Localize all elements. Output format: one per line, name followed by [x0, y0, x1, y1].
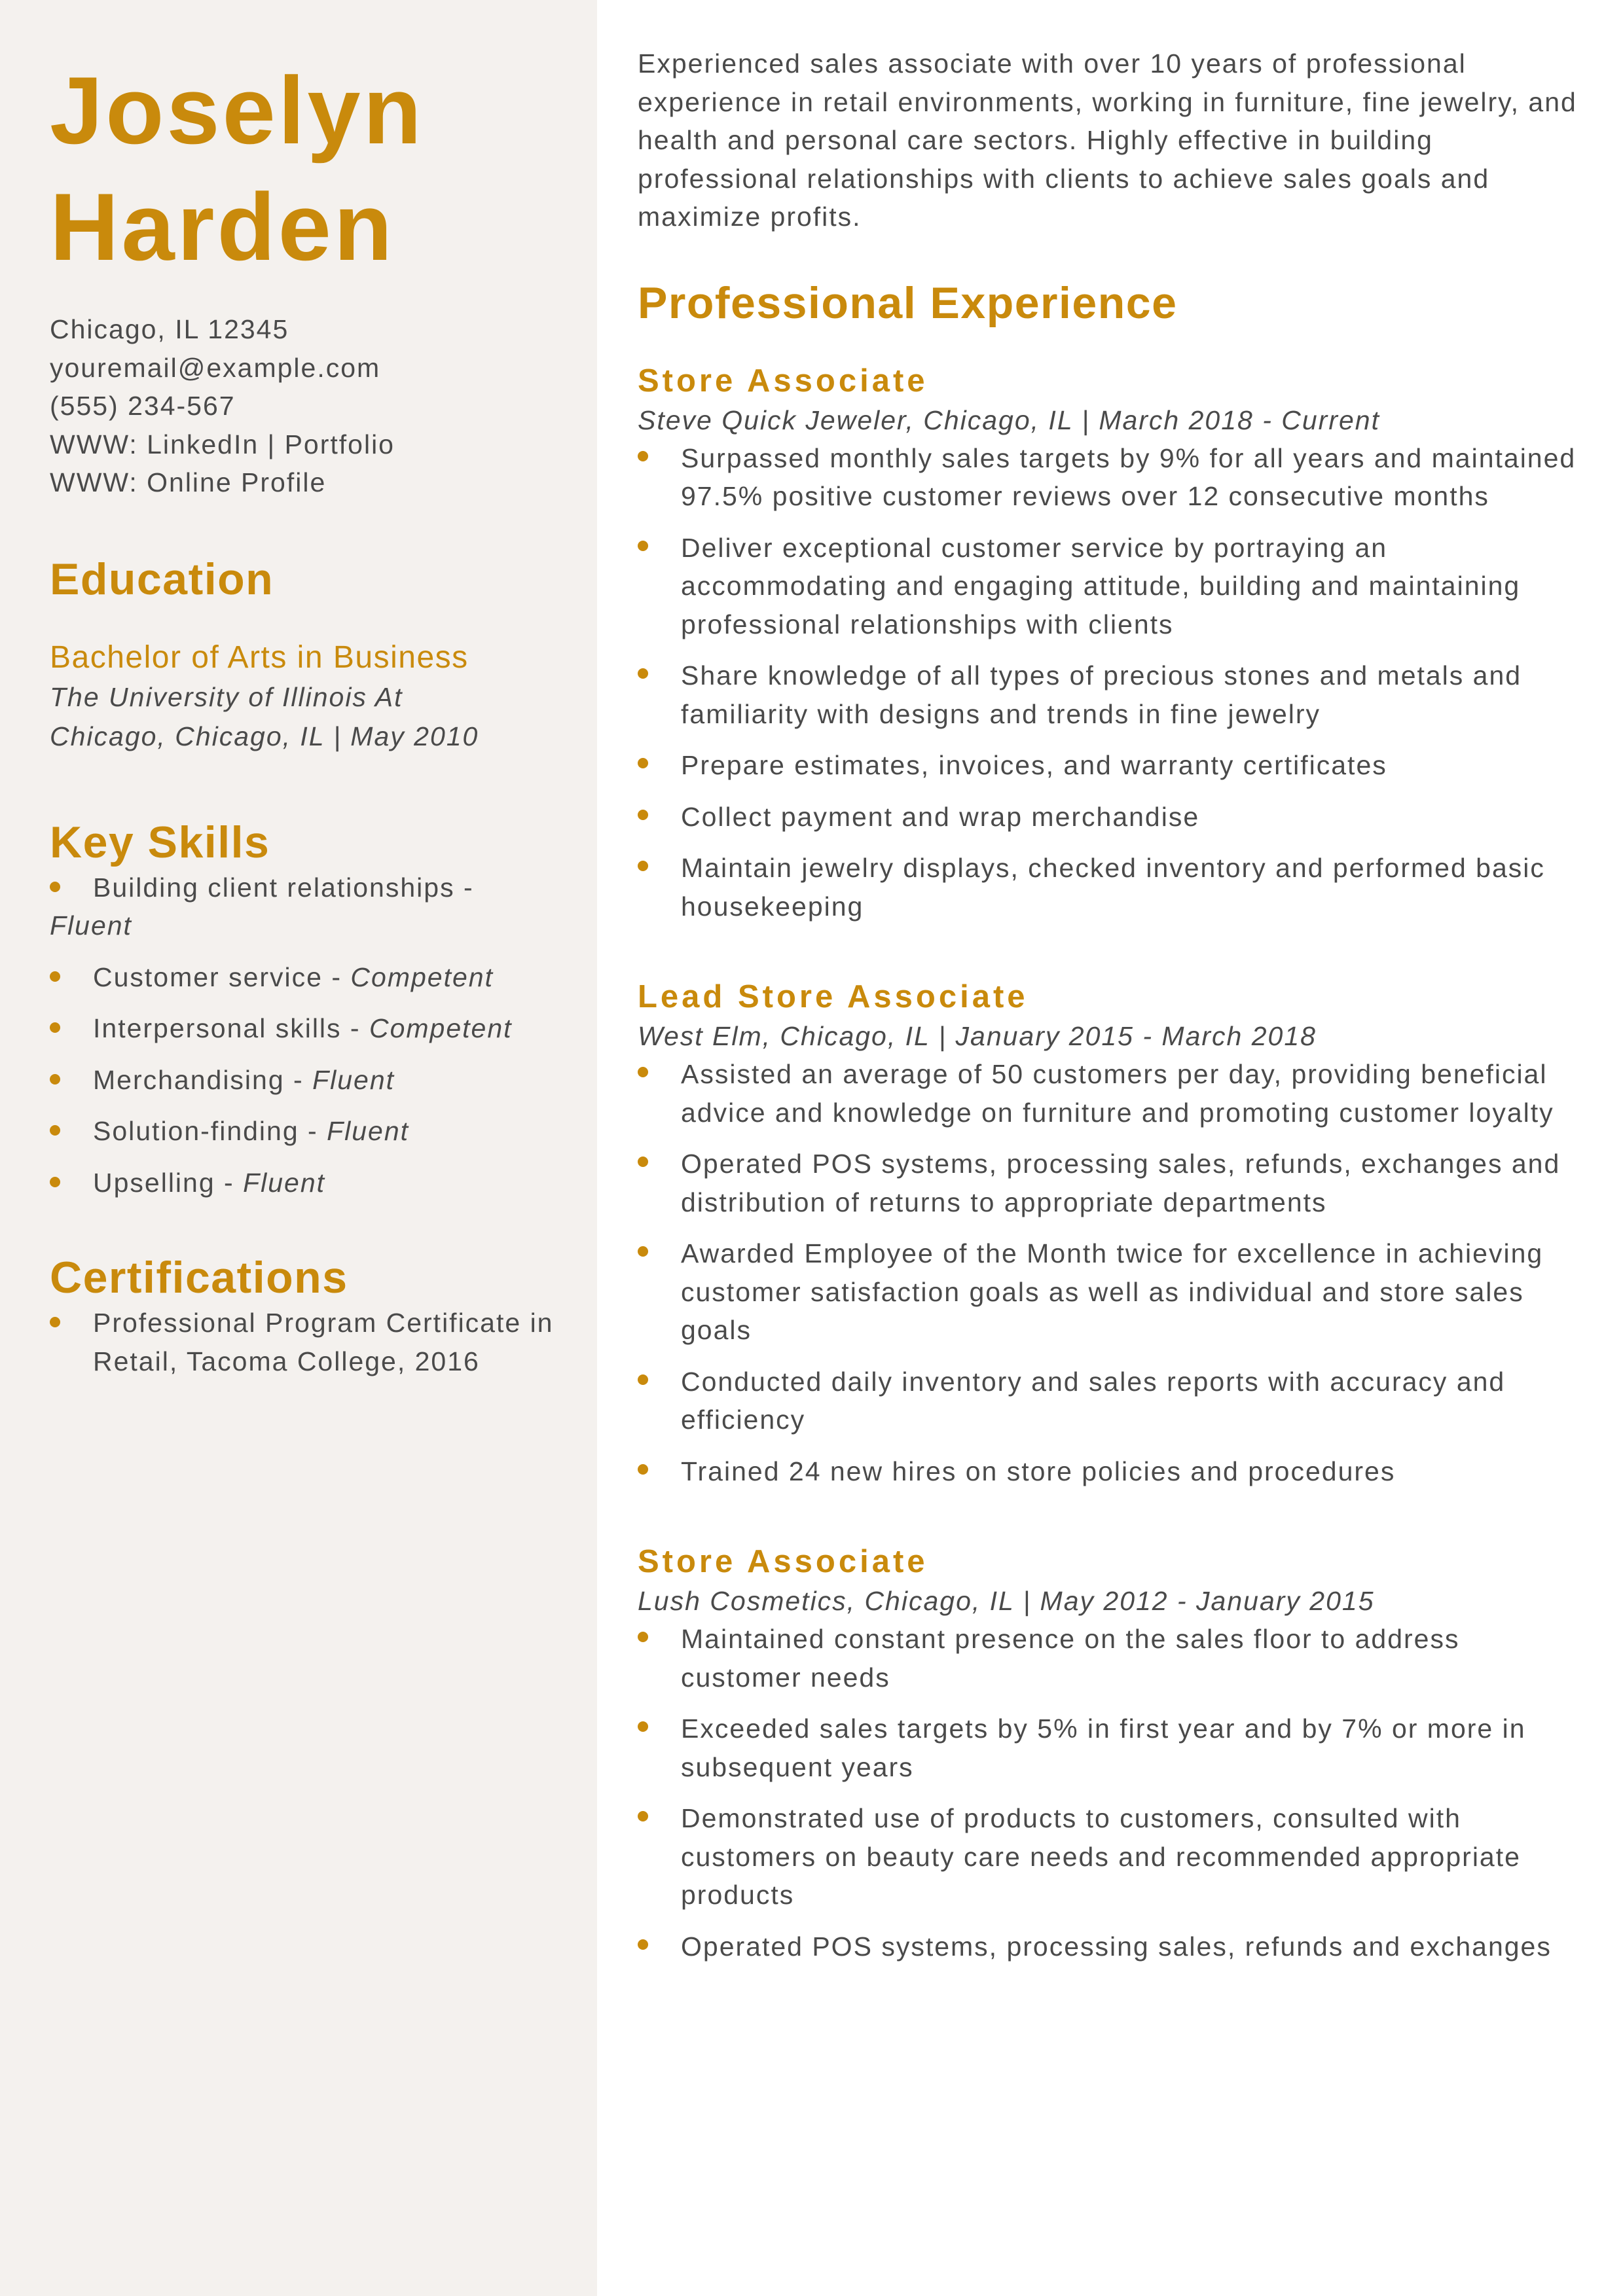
bullet-icon	[638, 1157, 648, 1167]
job-bullet-text: Collect payment and wrap merchandise	[681, 801, 1200, 832]
bullet-icon	[638, 810, 648, 820]
job-bullet	[638, 1363, 1580, 1439]
bullet-icon	[50, 1022, 60, 1033]
bullet-icon	[638, 1811, 648, 1821]
professional-summary: Experienced sales associate with over 10 years of professional experience in retail environments, working in furniture, fine jewelry, and health and personal care sectors. Highly effective in building professional relationships with clients to achieve sales goals and maximize profits.	[638, 48, 1577, 232]
bullet-icon	[638, 758, 648, 768]
job-bullet-text: Assisted an average of 50 customers per day, providing beneficial advice and knowledge on furniture and promoting customer loyalty	[681, 1059, 1554, 1128]
skill-item: Customer service - Competent	[50, 958, 560, 997]
bullet-icon	[50, 882, 60, 892]
last-name: Harden	[50, 173, 395, 280]
skill-item: Upselling - Fluent	[50, 1164, 560, 1202]
job-bullets	[638, 1620, 1580, 1965]
certifications-list	[50, 1304, 560, 1380]
job-bullet-text: Awarded Employee of the Month twice for excellence in achieving customer satisfaction goals as well as individual and store sales goals	[681, 1238, 1544, 1345]
bullet-icon	[50, 1074, 60, 1085]
job-bullet	[638, 849, 1580, 925]
skill-item: Solution-finding - Fluent	[50, 1112, 560, 1151]
bullet-icon	[50, 1125, 60, 1136]
job-bullet	[638, 746, 1580, 785]
experience-heading: Professional Experience	[638, 278, 1178, 328]
job-bullet	[638, 1710, 1580, 1786]
bullet-icon	[638, 1464, 648, 1475]
contact-links[interactable]: WWW: LinkedIn | Portfolio	[50, 429, 395, 459]
sidebar-content	[50, 52, 560, 1380]
skill-level: Competent	[369, 1013, 513, 1043]
job-entry	[638, 1541, 1580, 1965]
sidebar	[0, 0, 597, 2296]
contact-phone: (555) 234-567	[50, 391, 236, 421]
skills-list	[50, 869, 560, 1202]
skill-item: Building client relationships - Fluent	[50, 872, 474, 941]
job-bullet-text: Deliver exceptional customer service by portraying an accommodating and engaging attitude, building and maintaining professional relationships with clients	[681, 532, 1521, 639]
bullet-icon	[638, 451, 648, 461]
job-bullet-text: Operated POS systems, processing sales, refunds, exchanges and distribution of returns to appropriate departments	[681, 1149, 1561, 1217]
certification-item	[50, 1304, 560, 1380]
skill-item: Interpersonal skills - Competent	[50, 1009, 560, 1048]
skill-level: Competent	[350, 961, 494, 992]
bullet-icon	[638, 541, 648, 551]
job-bullet-text: Prepare estimates, invoices, and warranty certificates	[681, 750, 1387, 780]
skill-level: Fluent	[312, 1064, 395, 1095]
job-bullet	[638, 1928, 1580, 1966]
main-content	[638, 45, 1580, 1979]
contact-block	[50, 310, 560, 502]
job-entry	[638, 361, 1580, 926]
education-heading: Education	[50, 554, 274, 604]
job-bullet	[638, 1620, 1580, 1696]
job-bullet-text: Operated POS systems, processing sales, refunds and exchanges	[681, 1931, 1552, 1962]
bullet-icon	[638, 668, 648, 679]
education-school-line: Chicago, Chicago, IL | May 2010	[50, 721, 479, 751]
job-title: Lead Store Associate	[638, 979, 1029, 1014]
bullet-icon	[638, 1721, 648, 1732]
education-school-line: The University of Illinois At	[50, 681, 403, 712]
bullet-icon	[638, 1246, 648, 1257]
job-bullets	[638, 439, 1580, 926]
bullet-icon	[638, 1939, 648, 1950]
skill-name: Merchandising	[93, 1064, 285, 1095]
job-bullet-text: Demonstrated use of products to customers, consulted with customers on beauty care needs and recommended appropriate products	[681, 1803, 1521, 1910]
job-bullet-text: Trained 24 new hires on store policies and procedures	[681, 1456, 1396, 1486]
bullet-icon	[638, 1632, 648, 1642]
job-bullet	[638, 1799, 1580, 1914]
job-bullet	[638, 656, 1580, 733]
contact-online-profile[interactable]: WWW: Online Profile	[50, 467, 327, 497]
job-bullet	[638, 1055, 1580, 1132]
skill-item: Merchandising - Fluent	[50, 1061, 560, 1100]
job-bullet-text: Maintain jewelry displays, checked inventory and performed basic housekeeping	[681, 853, 1545, 922]
skill-name: Interpersonal skills	[93, 1013, 342, 1043]
skill-level: Fluent	[50, 910, 132, 941]
skill-name: Building client relationships	[93, 872, 455, 903]
skill-name: Solution-finding	[93, 1116, 299, 1146]
job-bullet	[638, 1234, 1580, 1350]
job-bullet	[638, 1145, 1580, 1221]
skill-name: Customer service	[93, 961, 323, 992]
job-meta: West Elm, Chicago, IL | January 2015 - March 2018	[638, 1021, 1317, 1051]
skill-level: Fluent	[243, 1167, 326, 1198]
job-bullet	[638, 439, 1580, 516]
job-meta: Lush Cosmetics, Chicago, IL | May 2012 - January 2015	[638, 1586, 1375, 1616]
bullet-icon	[50, 1317, 60, 1327]
bullet-icon	[638, 1067, 648, 1077]
job-bullet-text: Maintained constant presence on the sales floor to address customer needs	[681, 1624, 1460, 1693]
skills-heading: Key Skills	[50, 817, 270, 867]
job-bullet-text: Exceeded sales targets by 5% in first year and by 7% or more in subsequent years	[681, 1713, 1526, 1782]
contact-address: Chicago, IL 12345	[50, 314, 289, 344]
job-entry	[638, 977, 1580, 1490]
job-title: Store Associate	[638, 363, 928, 399]
bullet-icon	[50, 1177, 60, 1187]
certification-text: Professional Program Certificate in Retail, Tacoma College, 2016	[93, 1308, 554, 1376]
skill-level: Fluent	[327, 1116, 410, 1146]
contact-email[interactable]: youremail@example.com	[50, 352, 381, 383]
job-bullets	[638, 1055, 1580, 1490]
job-title: Store Associate	[638, 1544, 928, 1579]
education-degree: Bachelor of Arts in Business	[50, 639, 469, 675]
job-bullet	[638, 529, 1580, 644]
job-bullet	[638, 798, 1580, 836]
bullet-icon	[638, 861, 648, 871]
bullet-icon	[638, 1374, 648, 1385]
first-name: Joselyn	[50, 57, 424, 164]
job-meta: Steve Quick Jeweler, Chicago, IL | March 2018 - Current	[638, 404, 1380, 435]
education-school	[50, 677, 560, 756]
job-bullet-text: Conducted daily inventory and sales reports with accuracy and efficiency	[681, 1366, 1506, 1435]
job-bullet-text: Share knowledge of all types of precious stones and metals and familiarity with designs and trends in fine jewelry	[681, 660, 1522, 729]
certifications-heading: Certifications	[50, 1253, 348, 1302]
skill-name: Upselling	[93, 1167, 215, 1198]
bullet-icon	[50, 971, 60, 982]
candidate-name	[50, 52, 560, 285]
job-bullet	[638, 1452, 1580, 1491]
job-bullet-text: Surpassed monthly sales targets by 9% for all years and maintained 97.5% positive customer reviews over 12 consecutive months	[681, 442, 1577, 511]
